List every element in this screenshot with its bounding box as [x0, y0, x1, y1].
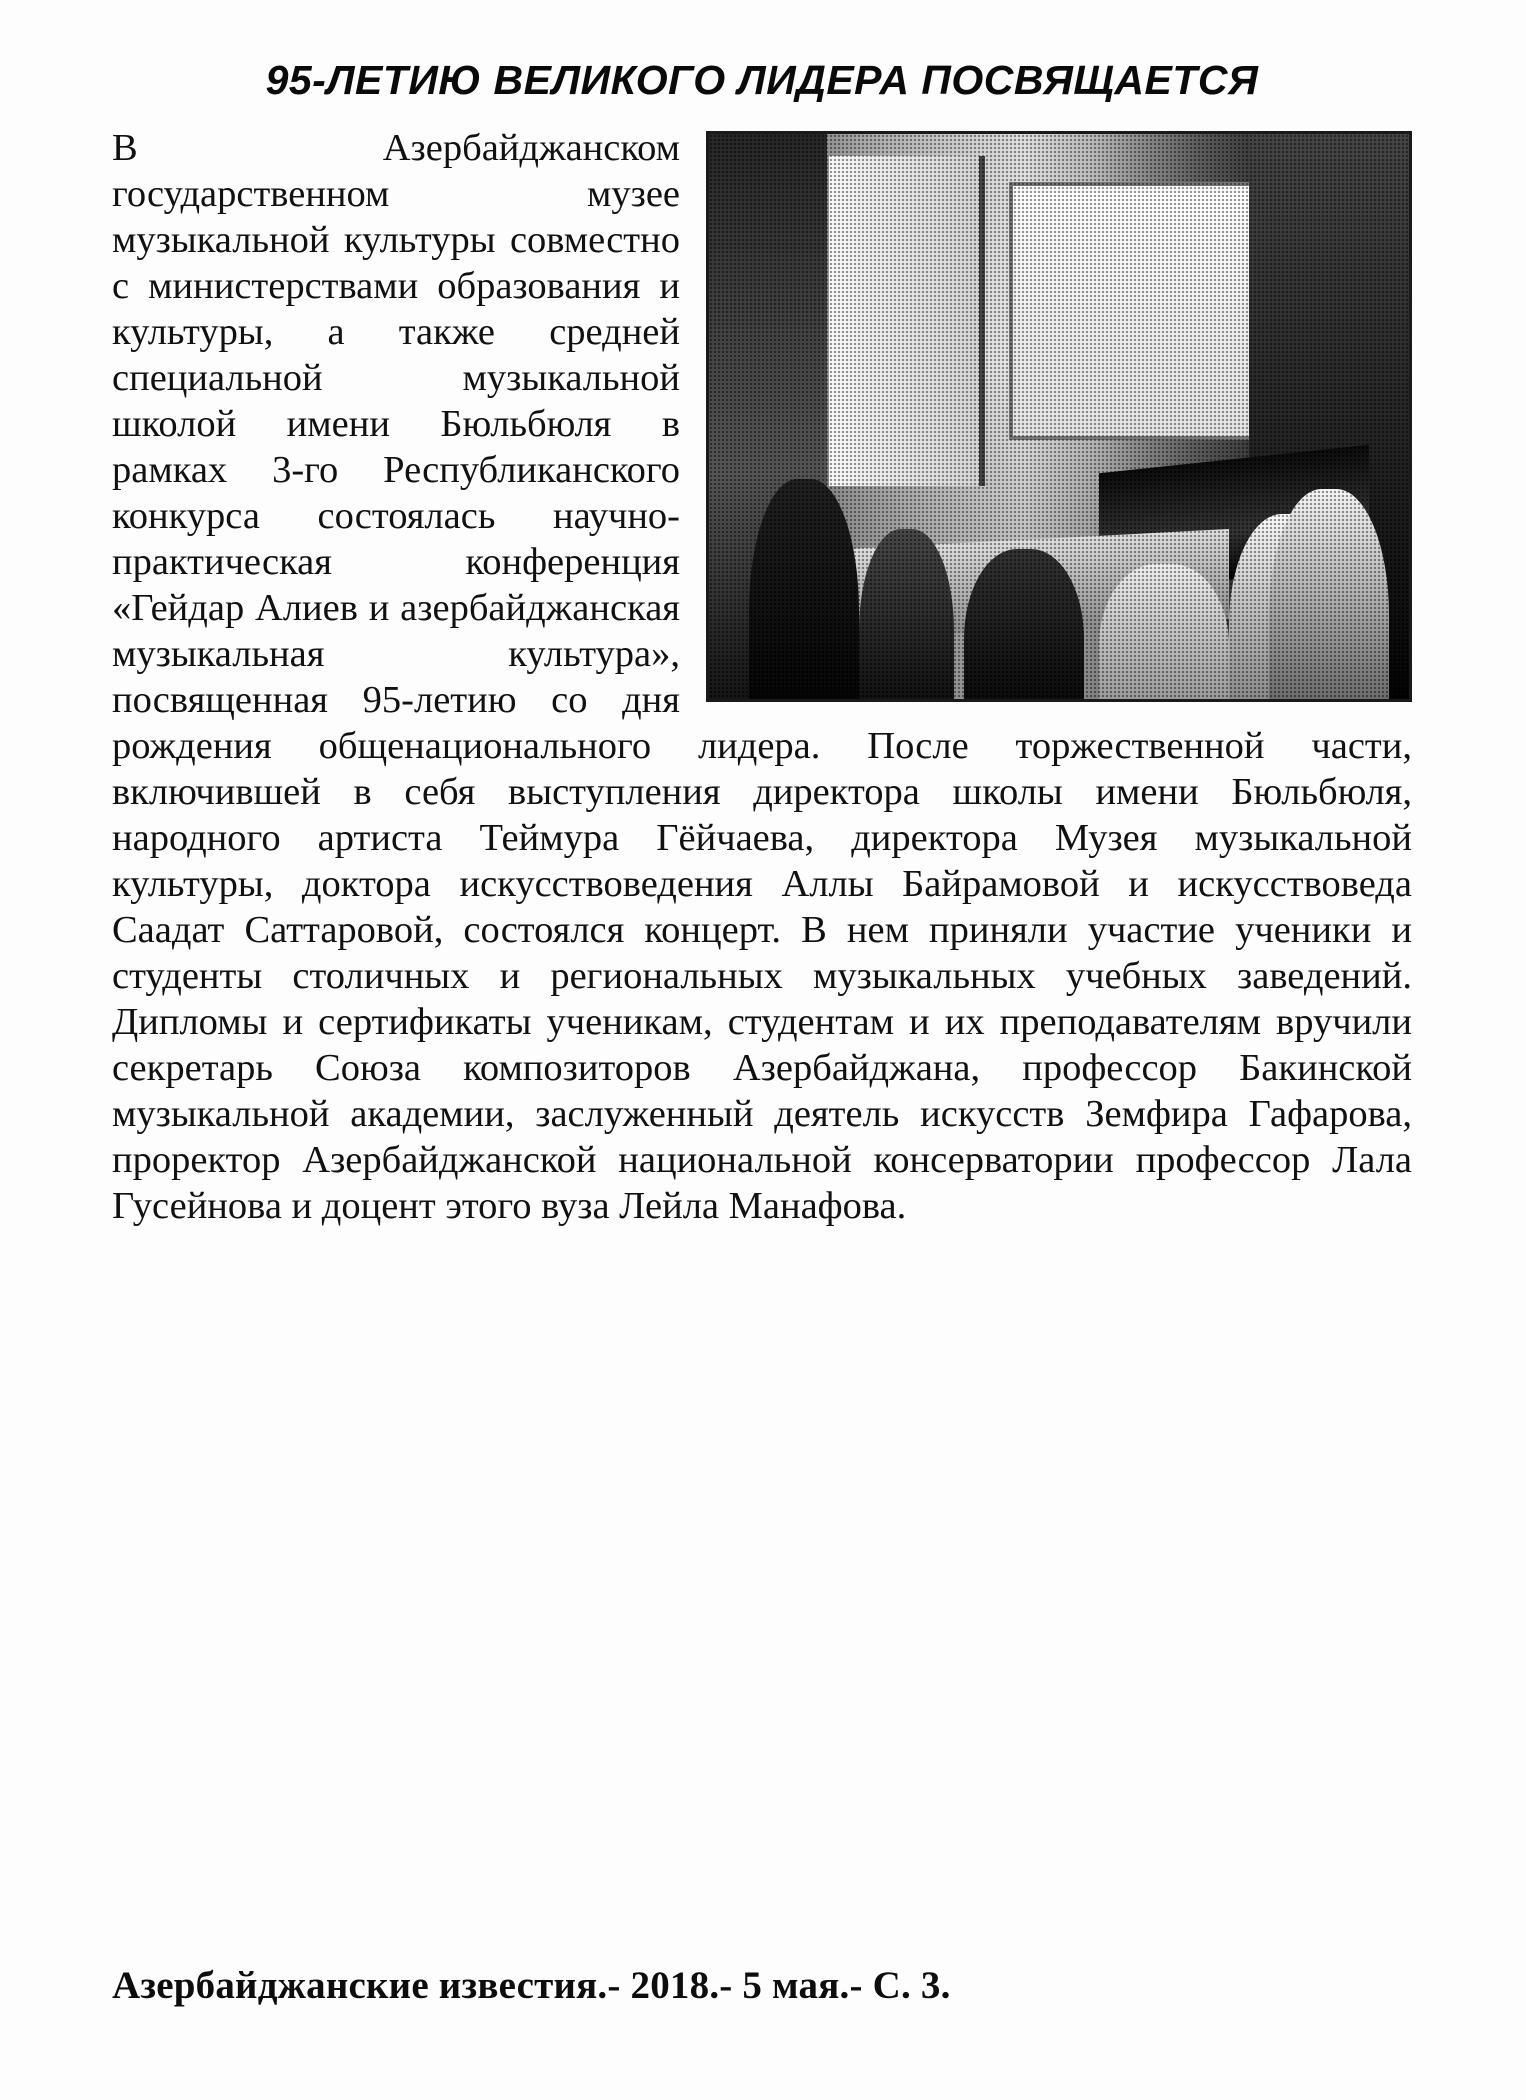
page-title: 95-ЛЕТИЮ ВЕЛИКОГО ЛИДЕРА ПОСВЯЩАЕТСЯ — [265, 57, 1259, 103]
article-paragraph: В Азербайджанском государственном музее музыкальной культуры совместно с министерствами образования и культуры, а также средней специальной музыкальной школой имени Бюльбюля в рамках 3-го Республиканского конкурса состоялась научно-практическая конференция «Гейдар Алиев и азербайджанская музыкальная культура», посвященная 95-летию со дня рождения общенационального лидера. После торжественной части, включившей в себя выступления директора школы имени Бюльбюля, народного артиста Теймура Гёйчаева, директора Музея музыкальной культуры, доктора искусствоведения Аллы Байрамовой и искусствоведа Саадат Саттаровой, состоялся концерт. В нем приняли участие ученики и студенты столичных и региональных музыкальных учебных заведений. Дипломы и сертификаты ученикам, студентам и их преподавателям вручили секретарь Союза композиторов Азербайджана, профессор Бакинской музыкальной академии, заслуженный деятель искусств Земфира Гафарова, проректор Азербайджанской национальной консерватории профессор Лала Гусейнова и доцент этого вуза Лейла Манафова. — [112, 127, 1412, 1228]
source-citation: Азербайджанские известия.- 2018.- 5 мая.- С. 3. — [112, 1964, 951, 2007]
photo-halftone-overlay — [709, 134, 1409, 699]
photo-image — [709, 134, 1409, 699]
article-photo — [706, 131, 1412, 702]
article-container — [112, 58, 1412, 1229]
